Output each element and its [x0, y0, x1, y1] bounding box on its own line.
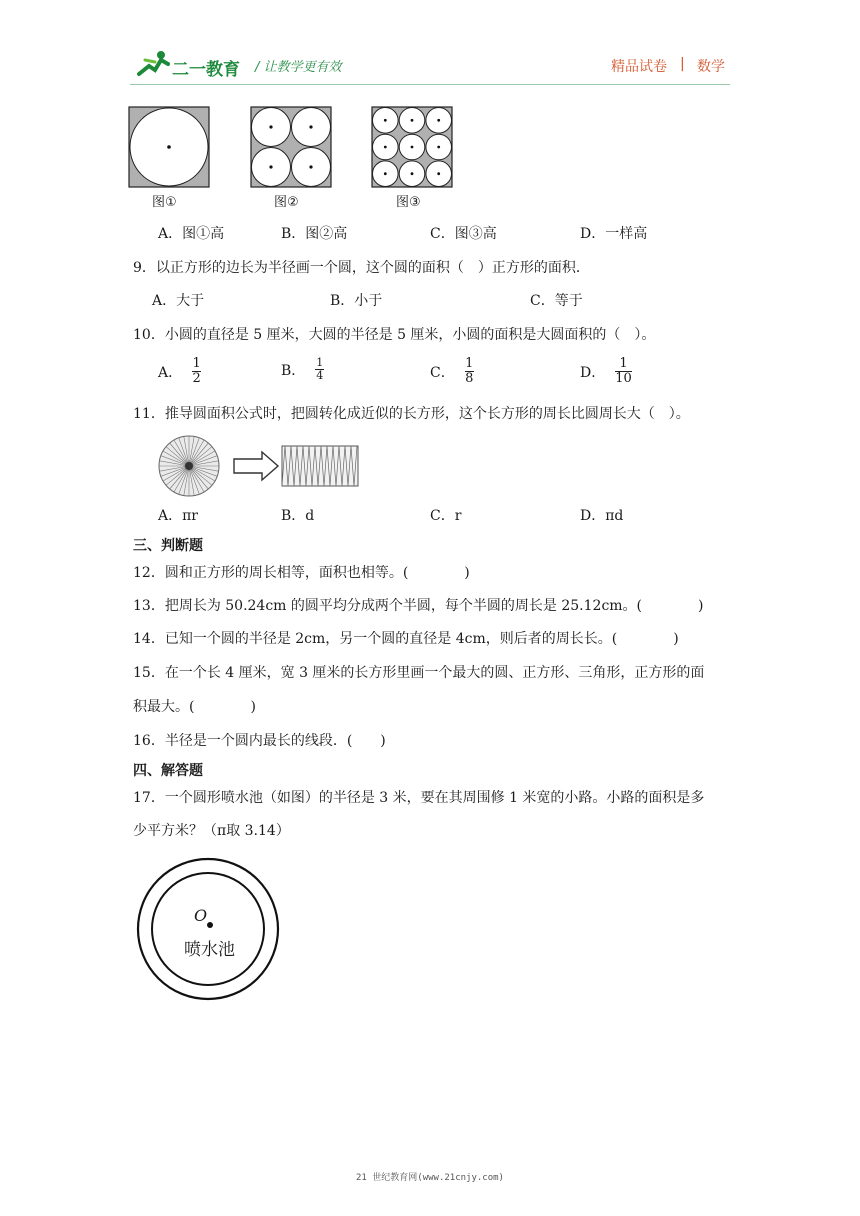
approx-rectangle-icon: [282, 446, 358, 486]
footer: 21 世纪教育网(www.21cnjy.com): [356, 1173, 504, 1183]
pool-label: 喷水池: [184, 940, 235, 960]
header-divider: |: [680, 56, 685, 72]
q8-option-d: D．一样高: [580, 226, 648, 242]
figure-2-four-circles: [250, 106, 332, 188]
q11-option-d: D．πd: [580, 508, 624, 524]
runner-logo-icon: [135, 50, 173, 78]
q8-option-a: A．图①高: [158, 226, 225, 242]
q11-option-b: B．d: [281, 508, 315, 524]
fountain-pool-diagram: [132, 856, 292, 1002]
q10-option-d: [580, 357, 632, 386]
figure-3-nine-circles: [371, 106, 453, 188]
q10-option-c-fraction: [465, 357, 474, 386]
q10-option-b-label: B．: [281, 362, 306, 379]
q11-option-c: C．r: [430, 508, 462, 524]
arrow-right-icon: [234, 452, 278, 480]
q15-text-line1: 15．在一个长 4 厘米，宽 3 厘米的长方形里画一个最大的圆、正方形、三角形，正方形的面: [133, 665, 705, 681]
q9-option-b: B．小于: [330, 293, 383, 309]
header: [0, 0, 860, 95]
sectored-circle-icon: [159, 436, 219, 496]
q16-text: 16．半径是一个圆内最长的线段．( ): [133, 733, 386, 749]
section-4-heading: 四、解答题: [133, 763, 203, 779]
q8-option-c: C．图③高: [430, 226, 497, 242]
q9-text: 9．以正方形的边长为半径画一个圆，这个圆的面积（ ）正方形的面积．: [133, 260, 590, 276]
numerator: 1: [619, 356, 628, 371]
q9-option-a: A．大于: [152, 293, 205, 309]
center-label: O: [194, 906, 208, 925]
q10-option-d-label: D．: [580, 364, 606, 381]
section-3-heading: 三、判断题: [133, 538, 203, 554]
center-point: [207, 922, 213, 928]
q17-text-line2: 少平方米？（π取 3.14）: [133, 823, 290, 839]
figure-1-circle-in-square: [128, 106, 210, 188]
denominator: 10: [615, 371, 632, 386]
q12-text: 12．圆和正方形的周长相等，面积也相等。( ): [133, 565, 470, 581]
q10-option-a-label: A．: [158, 364, 183, 381]
figure-caption-3: 图③: [396, 195, 421, 210]
q10-option-a-fraction: [192, 357, 201, 386]
q10-option-c: [430, 357, 474, 386]
denominator: 4: [316, 369, 324, 382]
q9-option-c: C．等于: [530, 293, 583, 309]
denominator: 8: [465, 371, 474, 386]
numerator: 1: [316, 356, 324, 369]
logo-text: 二一教育: [172, 60, 240, 80]
q11-text: 11．推导圆面积公式时，把圆转化成近似的长方形，这个长方形的周长比圆周长大（ ）。: [133, 406, 690, 422]
q15-text-line2: 积最大。( ): [133, 699, 256, 715]
q14-text: 14．已知一个圆的半径是 2cm，另一个圆的直径是 4cm，则后者的周长长。( ): [133, 631, 679, 647]
numerator: 1: [192, 356, 201, 371]
slogan: / 让教学更有效: [255, 60, 342, 75]
q8-option-b: B．图②高: [281, 226, 348, 242]
header-rule: [130, 84, 730, 85]
q10-option-a: [158, 357, 201, 386]
q10-text: 10．小圆的直径是 5 厘米，大圆的半径是 5 厘米，小圆的面积是大圆面积的（ ）。: [133, 327, 656, 343]
q10-option-c-label: C．: [430, 364, 455, 381]
q13-text: 13．把周长为 50.24cm 的圆平均分成两个半圆，每个半圆的周长是 25.12cm。( ): [133, 598, 704, 614]
q17-text-line1: 17．一个圆形喷水池（如图）的半径是 3 米，要在其周围修 1 米宽的小路。小路的面积是多: [133, 790, 705, 806]
q10-option-b-fraction: [315, 357, 324, 382]
header-subject: 数学: [697, 59, 725, 75]
circle-to-rectangle-diagram: [158, 434, 360, 498]
q11-option-a: A．πr: [158, 508, 199, 524]
q10-option-d-fraction: [615, 357, 632, 386]
q10-option-b: [281, 357, 324, 382]
figure-caption-2: 图②: [274, 195, 299, 210]
denominator: 2: [192, 371, 201, 386]
figure-caption-1: 图①: [152, 195, 177, 210]
numerator: 1: [465, 356, 474, 371]
header-label: 精品试卷: [611, 59, 667, 75]
